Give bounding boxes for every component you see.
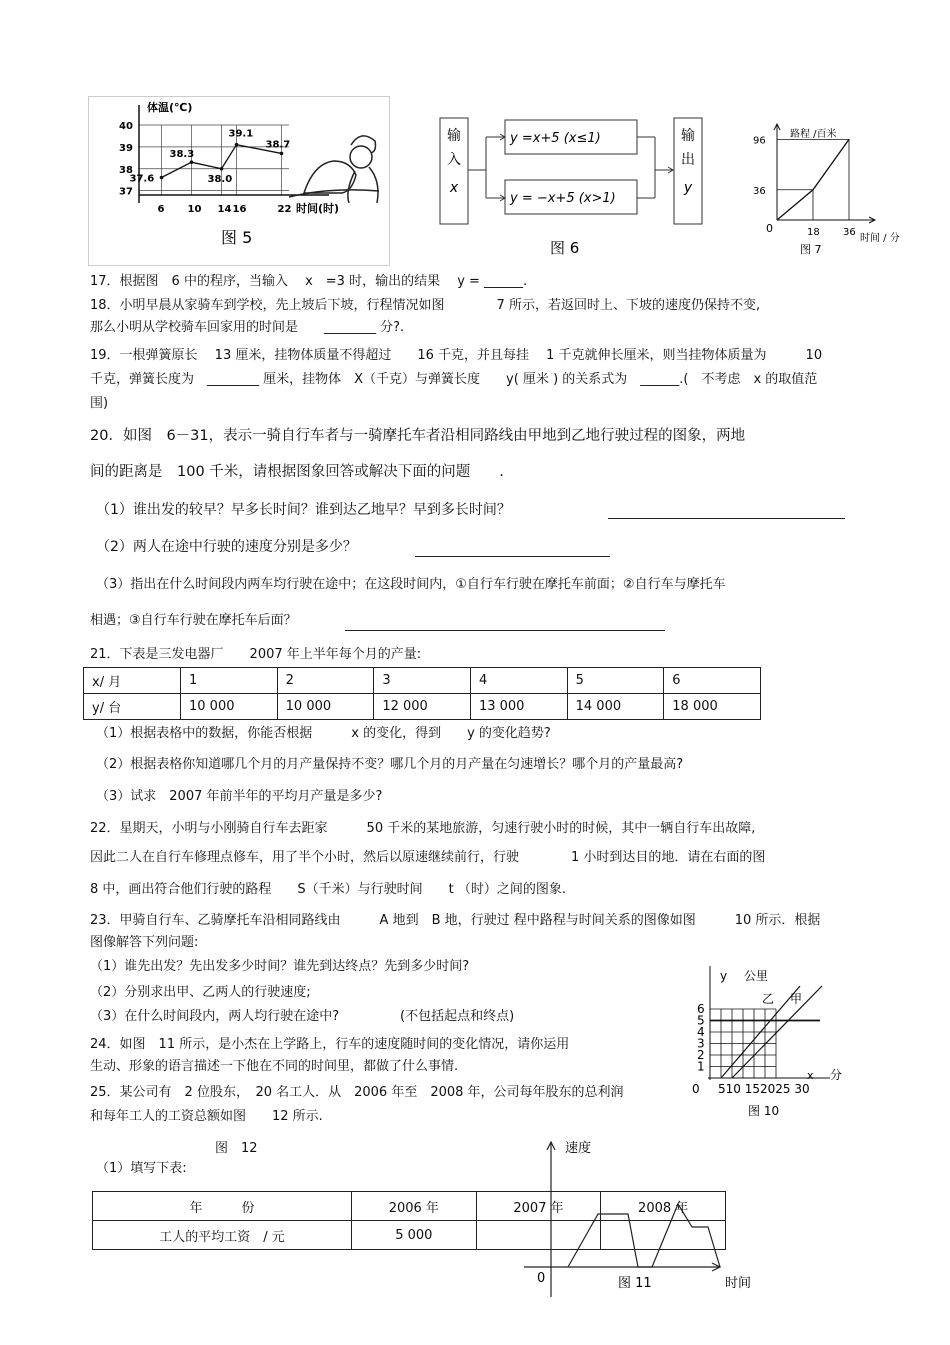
table-cell: y/ 台 [84, 694, 181, 720]
fig5-point [220, 167, 224, 171]
fig7-caption: 图 7 [800, 243, 822, 256]
q25-line2: 和每年工人的工资总额如图 12 所示. [90, 1109, 323, 1124]
fig10-yunit: 公里 [744, 969, 769, 983]
table-cell: 13 000 [470, 694, 567, 720]
table-row [84, 694, 761, 720]
fig7-xtick: 36 [843, 227, 856, 238]
table-cell: 14 000 [567, 694, 664, 720]
table-cell-answer[interactable] [601, 1221, 726, 1250]
fig5-point-label: 37.6 [129, 173, 155, 185]
table-cell: 1 [181, 668, 278, 694]
q20-line1: 20．如图 6－31，表示一骑自行车者与一骑摩托车者沿相同路线由甲地到乙地行驶过程的图象，两地 [90, 428, 746, 444]
fig10-origin: 0 [692, 1082, 700, 1096]
table-cell: 10 000 [277, 694, 374, 720]
table-cell: 2008 年 [601, 1192, 726, 1221]
fig5-svg [89, 97, 389, 265]
fig5-point [280, 152, 284, 156]
q24-line2: 生动、形象的语言描述一下他在不同的时间里，都做了什么事情. [90, 1059, 459, 1074]
fig5-xtick: 22 [277, 204, 292, 215]
fig6-svg [430, 110, 720, 260]
table-cell: 工人的平均工资 / 元 [93, 1221, 352, 1250]
fig12-caption: 图 12 [215, 1141, 258, 1156]
fig5-point-label: 39.1 [228, 128, 254, 140]
q21-title: 21．下表是三发电器厂 2007 年上半年每个月的产量: [90, 647, 422, 662]
fig5-xtick: 16 [232, 204, 247, 215]
fig5-ylabel: 体温(℃) [147, 101, 193, 114]
table-cell: 4 [470, 668, 567, 694]
fig10-jia: 甲 [790, 992, 803, 1006]
q21-table [83, 667, 761, 720]
table-cell-answer[interactable] [476, 1221, 601, 1250]
table-cell: x/ 月 [84, 668, 181, 694]
fig10-caption: 图 10 [748, 1104, 780, 1118]
figure-10 [680, 958, 850, 1123]
fig7-xtick: 18 [807, 227, 820, 238]
q20-p2: （2）两人在途中行驶的速度分别是多少？ [96, 539, 357, 555]
fig5-point-label: 38.7 [265, 139, 291, 151]
table-cell: 3 [374, 668, 471, 694]
fig11-xlabel: 时间 [725, 1276, 752, 1291]
q18-line1: 18．小明早晨从家骑车到学校，先上坡后下坡，行程情况如图 7 所示，若返回时上、下坡的速度仍保持不变, [90, 298, 761, 313]
q20-p3-answer-line[interactable] [345, 630, 665, 631]
q20-p3b: 相遇；③自行车行驶在摩托车后面？ [90, 613, 297, 628]
fig11-caption: 图 11 [618, 1276, 652, 1291]
table-row [93, 1221, 726, 1250]
table-cell: 12 000 [374, 694, 471, 720]
fig7-ytick: 36 [753, 185, 766, 197]
table-cell: 年 份 [93, 1192, 352, 1221]
fig5-xtick: 6 [157, 204, 165, 215]
q22-line1: 22．星期天，小明与小刚骑自行车去距家 50 千米的某地旅游，匀速行驶小时的时候，其中一辆自行车出故障, [90, 821, 756, 836]
fig6-output-2: 出 [681, 152, 695, 168]
patient-illustration [289, 136, 379, 203]
q23-line1: 23．甲骑自行车、乙骑摩托车沿相同路线由 A 地到 B 地，行驶过 程中路程与时间关系的图像如图 10 所示．根据 [90, 913, 821, 928]
q25-p1: （1）填写下表: [96, 1161, 187, 1176]
table-cell: 10 000 [181, 694, 278, 720]
fig10-svg [680, 958, 850, 1123]
q23-p1: （1）谁先出发？先出发多少时间？谁先到达终点？先到多少时间? [90, 959, 470, 974]
q23-p2: （2）分别求出甲、乙两人的行驶速度; [90, 985, 311, 1000]
q19-line3: 围) [90, 396, 109, 411]
q20-p1: （1）谁出发的较早？早多长时间？谁到达乙地早？早到多长时间？ [96, 502, 511, 518]
q25-table [92, 1191, 726, 1250]
q23-line2: 图像解答下列问题: [90, 935, 199, 950]
fig10-ytick: 6 [697, 1002, 705, 1016]
q20-p2-answer-line[interactable] [415, 556, 610, 557]
q24-line1: 24．如图 11 所示，是小杰在上学路上，行车的速度随时间的变化情况，请你运用 [90, 1037, 570, 1052]
q20-p3a: （3）指出在什么时间段内两车均行驶在途中；在这段时间内，①自行车行驶在摩托车前面；②自行车与摩托车 [96, 577, 726, 592]
fig5-point [235, 143, 239, 147]
fig5-point-label: 38.3 [169, 149, 195, 161]
fig5-caption: 图 5 [221, 228, 253, 247]
fig6-formula1: y =x+5 (x≤1) [510, 131, 601, 146]
fig6-output-3: y [683, 180, 693, 196]
table-cell: 2006 年 [352, 1192, 477, 1221]
fig6-formula2: y = −x+5 (x>1) [510, 191, 616, 206]
fig10-xlabel: x [807, 1069, 814, 1082]
table-cell: 2 [277, 668, 374, 694]
fig7-ylabel: 路程 /百米 [790, 129, 837, 140]
fig5-xtick: 14 [217, 204, 232, 215]
q21-p3: （3）试求 2007 年前半年的平均月产量是多少? [96, 789, 383, 804]
table-cell: 5 [567, 668, 664, 694]
q22-line2: 因此二人在自行车修理点修车，用了半个小时，然后以原速继续前行，行驶 1 小时到达目的地．请在右面的图 [90, 850, 766, 865]
figure-7 [748, 120, 918, 265]
q19-line2: 千克，弹簧长度为 ________ 厘米，挂物体 X（千克）与弹簧长度 y( 厘米 ) 的关系式为 ______.( 不考虑 x 的取值范 [90, 372, 818, 387]
fig10-ytick: 3 [697, 1036, 705, 1051]
table-cell: 2007 年 [476, 1192, 601, 1221]
fig10-yi: 乙 [762, 992, 775, 1006]
fig7-xlabel: 时间 / 分 [860, 233, 900, 244]
fig6-caption: 图 6 [550, 239, 580, 257]
fig7-ytick: 96 [753, 135, 766, 147]
fig10-ytick: 4 [697, 1025, 705, 1039]
q21-p1: （1）根据表格中的数据，你能否根据 x 的变化，得到 y 的变化趋势? [96, 726, 551, 741]
fig7-guide [777, 139, 849, 220]
fig5-ytick: 40 [119, 121, 133, 132]
fig5-point-label: 38.0 [207, 173, 233, 185]
fig5-ytick: 39 [119, 142, 133, 154]
fig10-xunit: 分 [830, 1068, 843, 1082]
table-row [84, 668, 761, 694]
fig5-xtick: 10 [187, 204, 202, 215]
fig10-xticks: 510 152025 30 [718, 1082, 810, 1096]
q19-line1: 19．一根弹簧原长 13 厘米，挂物体质量不得超过 16 千克，并且每挂 1 千克就伸长厘米，则当挂物体质量为 10 [90, 348, 823, 363]
fig6-output-1: 输 [681, 128, 695, 144]
q23-p3-note: (不包括起点和终点) [400, 1009, 515, 1024]
fig5-ytick: 37 [119, 186, 133, 198]
fig11-ylabel: 速度 [565, 1141, 592, 1156]
figure-5 [88, 96, 390, 266]
fig5-point [190, 160, 194, 164]
fig11-origin: 0 [537, 1271, 546, 1286]
fig7-origin: 0 [766, 222, 773, 235]
q20-line2: 间的距离是 100 千米，请根据图象回答或解决下面的问题 . [90, 464, 504, 480]
table-cell: 6 [664, 668, 761, 694]
fig5-ytick: 38 [119, 164, 133, 176]
fig5-point [160, 176, 164, 180]
fig10-ylabel: y [720, 969, 728, 983]
q18-line2: 那么小明从学校骑车回家用的时间是 ________ 分?. [90, 320, 405, 335]
fig7-svg [748, 120, 918, 265]
fig10-ytick: 5 [697, 1013, 705, 1028]
fig5-xlabel: 时间(时) [296, 202, 340, 215]
q21-p2: （2）根据表格你知道哪几个月的月产量保持不变？哪几个月的月产量在匀速增长？哪个月的产量最高? [96, 757, 684, 772]
fig6-input-3: x [449, 180, 459, 196]
q23-p3: （3）在什么时间段内，两人均行驶在途中? [90, 1009, 340, 1024]
q22-line3: 8 中，画出符合他们行驶的路程 S（千米）与行驶时间 t （时）之间的图象. [90, 882, 567, 897]
q17-text: 17．根据图 6 中的程序，当输入 x =3 时，输出的结果 y = ______. [90, 274, 528, 289]
fig10-ytick: 1 [697, 1059, 705, 1074]
fig6-input-1: 输 [447, 128, 461, 144]
table-cell: 5 000 [352, 1221, 477, 1250]
fig10-ytick: 2 [697, 1048, 705, 1062]
figure-6 [430, 110, 720, 260]
table-cell: 18 000 [664, 694, 761, 720]
table-row [93, 1192, 726, 1221]
q20-p1-answer-line[interactable] [608, 518, 845, 519]
q25-line1: 25．某公司有 2 位股东， 20 名工人．从 2006 年至 2008 年，公司每年股东的总利润 [90, 1085, 624, 1100]
fig6-input-2: 入 [447, 152, 461, 168]
